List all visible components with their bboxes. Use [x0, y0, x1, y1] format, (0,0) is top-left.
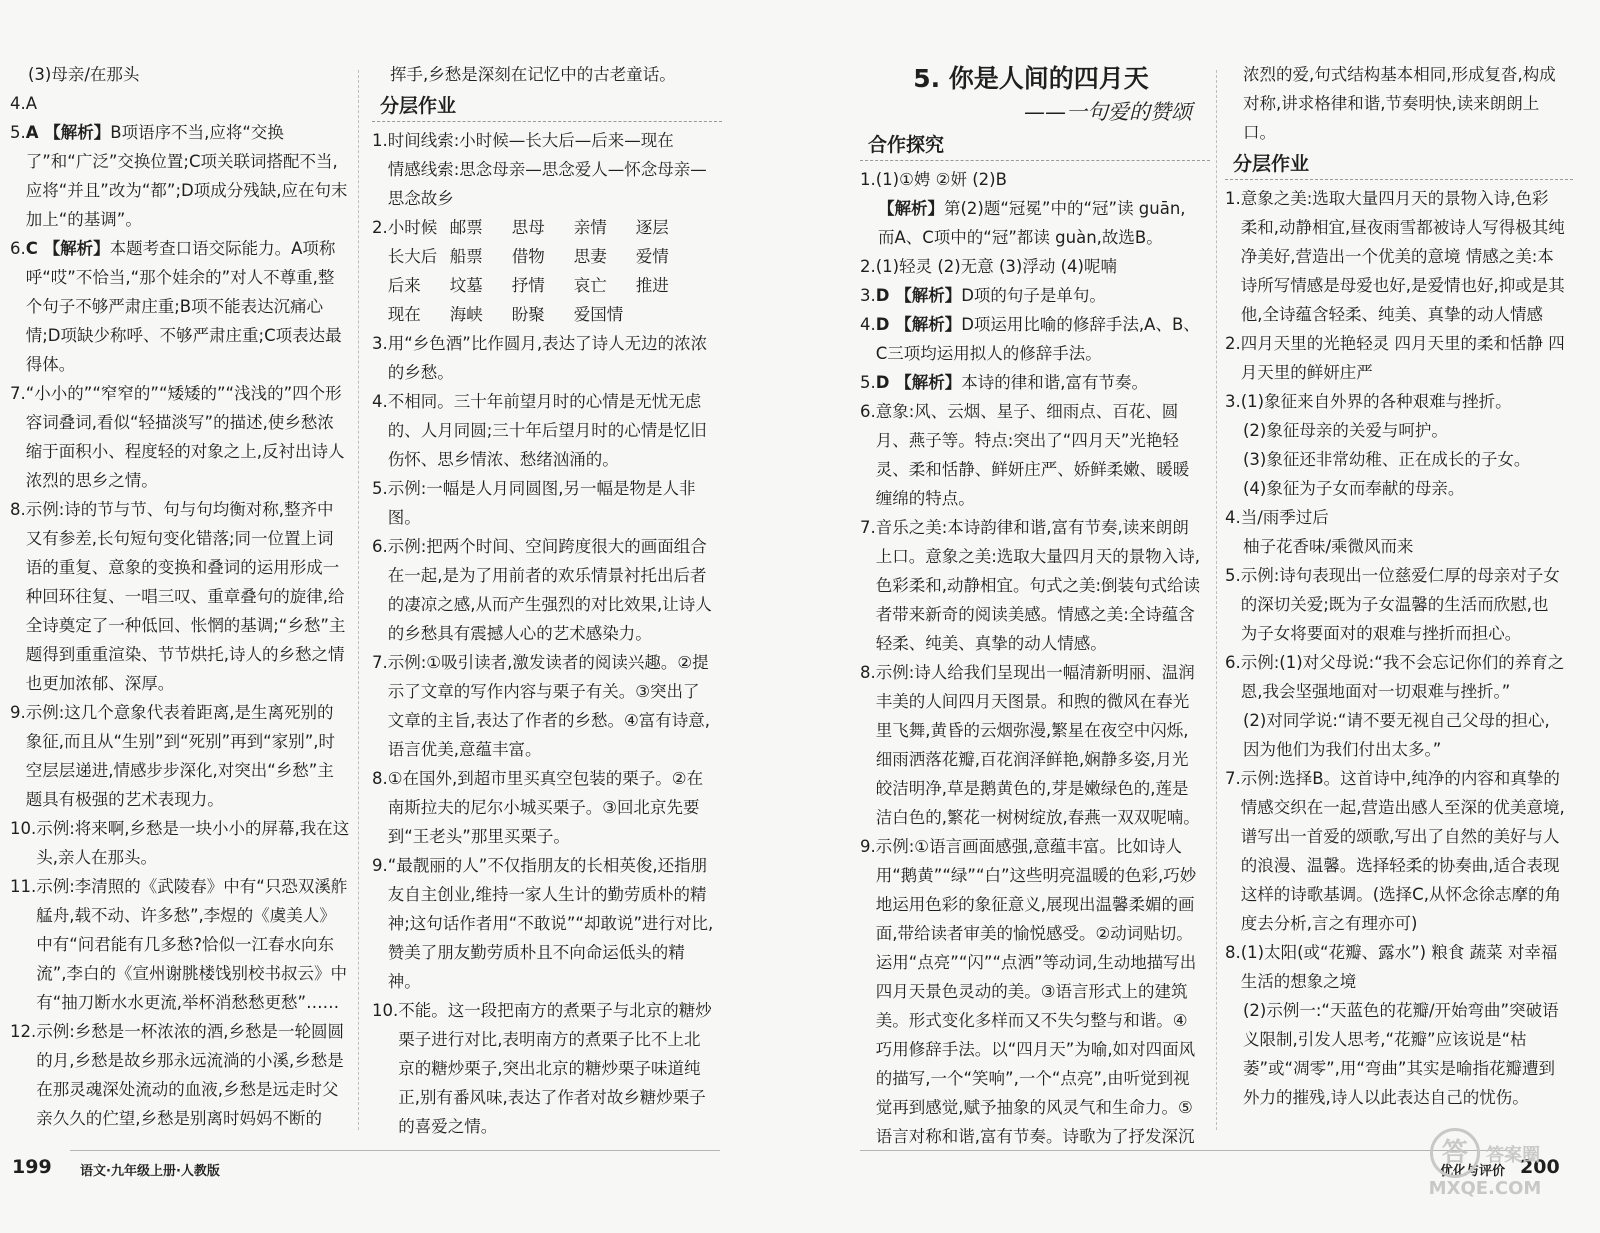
answer-tag: D 【解析】 — [875, 373, 962, 392]
item-text: 第(2)题“冠冕”中的“冠”读 guān,而A、C项中的“冠”都读 guàn,故选B。 — [878, 199, 1186, 247]
watermark-text: 答案圈 — [1486, 1145, 1541, 1166]
item-text: (3)母亲/在那头 — [28, 65, 140, 84]
answer-item — [372, 474, 714, 532]
item-text: (4)象征为子女而奉献的母亲。 — [1243, 479, 1465, 498]
answer-item — [372, 126, 714, 213]
answer-item — [860, 310, 1202, 368]
answer-item — [1225, 764, 1565, 938]
item-number: 5. — [372, 479, 388, 498]
item-text-wrap — [36, 872, 350, 1017]
item-number: 3. — [372, 334, 388, 353]
grid-row — [388, 213, 714, 242]
answer-item — [1225, 503, 1565, 532]
answer-item — [1225, 445, 1565, 474]
item-number: 6. — [860, 402, 876, 421]
item-text: 当/雨季过后 — [1240, 508, 1329, 527]
answer-item — [1225, 416, 1565, 445]
answer-item — [860, 281, 1202, 310]
item-text-wrap — [876, 281, 1202, 310]
item-text-wrap — [1241, 503, 1565, 532]
lesson-subtitle: ——一句爱的赞颂 — [1024, 100, 1192, 124]
section-heading-cooperative-inquiry: 合作探究 — [860, 130, 1210, 161]
item-text-wrap — [388, 329, 714, 387]
answer-tag: A 【解析】 — [25, 123, 111, 142]
item-text-wrap — [26, 698, 350, 814]
item-text-wrap — [876, 252, 1202, 281]
answer-item — [1225, 474, 1565, 503]
item-text-wrap — [1241, 329, 1565, 387]
grid-cell: 思妻 — [573, 247, 607, 266]
continued-text: 浓烈的爱,句式结构基本相同,形成复沓,构成对称,讲求格律和谐,节奏明快,读来朗朗上口。 — [1243, 65, 1556, 142]
item-text-wrap — [1241, 184, 1565, 329]
answer-item — [1225, 996, 1565, 1112]
grid-cell: 长大后 — [387, 247, 438, 266]
answer-item — [372, 387, 714, 474]
item-text: (1)太阳(或“花瓣、露水”) 粮食 蔬菜 对幸福生活的想象之境 — [1240, 943, 1558, 991]
grid-row — [388, 271, 714, 300]
item-number — [860, 194, 878, 252]
answer-item — [1225, 532, 1565, 561]
footer-book-title: 语文·九年级上册·人教版 — [80, 1164, 220, 1179]
page-number-right: 200 — [1520, 1156, 1560, 1178]
item-number: 1. — [860, 170, 876, 189]
item-number: 11. — [10, 877, 37, 896]
grid-cell: 推进 — [635, 276, 669, 295]
item-text: 示例:将来啊,乡愁是一块小小的屏幕,我在这头,亲人在那头。 — [36, 819, 350, 867]
item-text: 不相同。三十年前望月时的心情是无忧无虑的、人月同圆;三十年后望月时的心情是忆旧伤怀、思乡情浓、愁绪汹涌的。 — [387, 392, 707, 469]
item-text: 意象:风、云烟、星子、细雨点、百花、圆月、燕子等。特点:突出了“四月天”光艳轻灵、柔和恬静、鲜妍庄严、娇鲜柔嫩、暖暖缠绵的特点。 — [875, 402, 1190, 508]
item-text-wrap — [1243, 706, 1565, 764]
page-number-left: 199 — [12, 1156, 52, 1178]
item-text: 不能。这一段把南方的煮栗子与北京的糖炒栗子进行对比,表明南方的煮栗子比不上北京的糖炒栗子,突出北京的糖炒栗子味道纯正,别有番风味,表达了作者对故乡糖炒栗子的喜爱之情。 — [398, 1001, 712, 1136]
answer-item — [1225, 938, 1565, 996]
item-number: 6. — [1225, 653, 1241, 672]
right-column-2 — [1225, 60, 1565, 1112]
left-column-2-items — [372, 329, 714, 1141]
item-number: 9. — [860, 837, 876, 856]
column-divider — [358, 70, 359, 1130]
item-text-wrap — [876, 832, 1202, 1151]
item-number: 4. — [372, 392, 388, 411]
answer-item — [10, 1017, 350, 1133]
item-text-wrap — [1243, 445, 1565, 474]
item-text-wrap — [388, 474, 714, 532]
answer-item — [372, 996, 714, 1141]
item-number: 9. — [372, 856, 388, 875]
item-number: 3. — [1225, 392, 1241, 411]
answer-item — [1225, 706, 1565, 764]
item-text: D项运用比喻的修辞手法,A、B、C三项均运用拟人的修辞手法。 — [875, 315, 1200, 363]
column-divider — [1216, 70, 1217, 1130]
answer-tag: D 【解析】 — [875, 315, 962, 334]
answer-grid — [388, 213, 714, 329]
item-text-wrap — [876, 513, 1202, 658]
left-column-1 — [10, 60, 350, 1133]
item-text: B项语序不当,应将“交换了”和“广泛”交换位置;C项关联词搭配不当,应将“并且”改为“都”;D项成分残缺,应在句末加上“的基调”。 — [25, 123, 348, 229]
item-text: 示例:①语言画面感强,意蕴丰富。比如诗人用“鹅黄”“绿”“白”这些明亮温暖的色彩,巧妙地运用色彩的象征意义,展现出温馨柔媚的画面,带给读者审美的愉悦感受。②动词贴切。运用“点亮”“闪”“点洒”等动词,生动地描写出四月天景色灵动的美。③语言形式上的建筑美。形式变化多样而又不失匀整与和谐。④巧用修辞手法。以“四月天”为喻,如对四面风的描写,一个“笑响”,一个“点亮”,由听觉到视觉再到感觉,赋予抽象的风灵气和生命力。⑤语言对称和谐,富有节奏。诗歌为了抒发深沉 — [875, 837, 1197, 1146]
right-column-2-items — [1225, 184, 1565, 1112]
item-number: 4. — [1225, 508, 1241, 527]
item-text: 示例:诗的节与节、句与句均衡对称,整齐中又有参差,长句短句变化错落;同一位置上词语的重复、意象的变换和叠词的运用形成一种回环往复、一唱三叹、重章叠句的旋律,给全诗奠定了一种低回、怅惘的基调;“乡愁”主题得到重重渲染、节节烘托,诗人的乡愁之情也更加浓郁、深厚。 — [25, 500, 346, 693]
item-text-wrap — [26, 89, 350, 118]
item-text-wrap — [1241, 387, 1565, 416]
grid-cell: 海峡 — [449, 305, 483, 324]
item-text-wrap — [1241, 561, 1565, 648]
grid-cell: 现在 — [387, 305, 421, 324]
item-text: ①在国外,到超市里买真空包装的栗子。②在南斯拉夫的尼尔小城买栗子。③回北京先要到“王老头”那里买栗子。 — [387, 769, 704, 846]
answer-item — [1225, 561, 1565, 648]
grid-cell: 船票 — [449, 247, 483, 266]
right-column-1 — [860, 62, 1202, 1151]
item-text: 用“乡色酒”比作圆月,表达了诗人无边的浓浓的乡愁。 — [387, 334, 708, 382]
item-text: 音乐之美:本诗韵律和谐,富有节奏,读来朗朗上口。意象之美:选取大量四月天的景物入诗,色彩柔和,动静相宜。句式之美:倒装句式给读者带来新奇的阅读美感。情感之美:全诗蕴含轻柔、纯美、真挚的动人情感。 — [875, 518, 1201, 653]
answer-item — [1225, 184, 1565, 329]
answer-item — [10, 234, 350, 379]
item-number: 12. — [10, 1022, 37, 1041]
item-number: 10. — [10, 819, 37, 838]
answer-item — [1225, 329, 1565, 387]
item-text-wrap — [398, 996, 714, 1141]
grid-cell: 哀亡 — [573, 276, 607, 295]
item-text-wrap — [1243, 474, 1565, 503]
item-text: (3)象征还非常幼稚、正在成长的子女。 — [1243, 450, 1531, 469]
item-number: 7. — [372, 653, 388, 672]
item-number: 6. — [372, 537, 388, 556]
item-number: 10. — [372, 1001, 399, 1020]
item-number — [1225, 445, 1243, 474]
item-text: 示例:李清照的《武陵春》中有“只恐双溪舴艋舟,载不动、许多愁”,李煜的《虞美人》中有“问君能有几多愁?恰似一江春水向东流”,李白的《宣州谢朓楼饯别校书叔云》中有“抽刀断水水更流,举杯消愁愁更愁”…… — [36, 877, 348, 1012]
grid-cell: 爱国情 — [573, 305, 624, 324]
item-number: 5. — [1225, 566, 1241, 585]
item-text: (1)轻灵 (2)无意 (3)浮动 (4)呢喃 — [875, 257, 1117, 276]
item-text: A — [25, 94, 38, 113]
item-text-wrap — [876, 310, 1202, 368]
grid-cell: 爱情 — [635, 247, 669, 266]
left-column-2 — [372, 60, 714, 1141]
item-number: 7. — [860, 518, 876, 537]
emotion-clue: 情感线索:思念母亲—思念爱人—怀念母亲—思念故乡 — [387, 160, 707, 208]
answer-item — [860, 252, 1202, 281]
item-text-wrap — [1241, 648, 1565, 706]
item-text-wrap — [876, 368, 1202, 397]
section-heading-layered-work: 分层作业 — [372, 91, 722, 122]
item-text: 柚子花香味/乘微风而来 — [1243, 537, 1414, 556]
answer-item — [10, 89, 350, 118]
item-text: 示例:把两个时间、空间跨度很大的画面组合在一起,是为了用前者的欢乐情景衬托出后者的凄凉之感,从而产生强烈的对比效果,让诗人的乡愁具有震撼人心的艺术感染力。 — [387, 537, 712, 643]
grid-cell: 邮票 — [449, 218, 483, 237]
answer-item — [10, 814, 350, 872]
item-number — [10, 60, 28, 89]
item-text-wrap — [1241, 938, 1565, 996]
item-text: (2)象征母亲的关爱与呵护。 — [1243, 421, 1448, 440]
item-text-wrap — [1243, 532, 1565, 561]
item-number: 2. — [1225, 334, 1241, 353]
item-text-wrap — [878, 194, 1202, 252]
answer-item — [10, 698, 350, 814]
item-text-wrap — [876, 658, 1202, 832]
answer-item — [10, 495, 350, 698]
footer-rule — [70, 1150, 720, 1151]
item-number: 6. — [10, 239, 26, 258]
item-text-wrap — [876, 397, 1202, 513]
answer-item — [1225, 648, 1565, 706]
grid-cell: 亲情 — [573, 218, 607, 237]
item-text: 本题考查口语交际能力。A项称呼“哎”不恰当,“那个娃余的”对人不尊重,整个句子不够严肃庄重;B项不能表达沉痛心情;D项缺少称呼、不够严肃庄重;C项表达最得体。 — [25, 239, 342, 374]
item-text: 示例:这几个意象代表着距离,是生离死别的象征,而且从“生别”到“死别”再到“家别”,时空层层递进,情感步步深化,对突出“乡愁”主题具有极强的艺术表现力。 — [25, 703, 336, 809]
answer-item — [10, 379, 350, 495]
item-text — [388, 126, 714, 213]
item-text-wrap — [26, 495, 350, 698]
item-number: 8. — [1225, 943, 1241, 962]
grid-cell: 小时候 — [387, 218, 438, 237]
answer-item — [372, 851, 714, 996]
footer-book-series: 优化与评价 — [1440, 1164, 1506, 1179]
item-text-wrap — [388, 764, 714, 851]
answer-item — [10, 872, 350, 1017]
answer-item — [10, 118, 350, 234]
item-text: 本诗的律和谐,富有节奏。 — [961, 373, 1148, 392]
item-number: 9. — [10, 703, 26, 722]
item-number: 2. — [372, 218, 388, 237]
item-number — [1225, 474, 1243, 503]
item-text: (2)示例一:“天蓝色的花瓣/开始弯曲”突破语义限制,引发人思考,“花瓣”应该说是“枯萎”或“凋零”,用“弯曲”其实是喻指花瓣遭到外力的摧残,诗人以此表达自己的忧伤。 — [1243, 1001, 1559, 1107]
item-text: 四月天里的光艳轻灵 四月天里的柔和恬静 四月天里的鲜妍庄严 — [1240, 334, 1565, 382]
item-text-wrap — [388, 387, 714, 474]
item-text-wrap — [36, 814, 350, 872]
item-number: 5. — [10, 123, 26, 142]
item-text: 示例:(1)对父母说:“我不会忘记你们的养育之恩,我会坚强地面对一切艰难与挫折。” — [1240, 653, 1565, 701]
lesson-title: 5. 你是人间的四月天 — [913, 64, 1149, 93]
grid-row — [388, 300, 714, 329]
item-number: 7. — [1225, 769, 1241, 788]
item-text: (1)象征来自外界的各种艰难与挫折。 — [1240, 392, 1512, 411]
grid-cell: 借物 — [511, 247, 545, 266]
grid-cell: 抒情 — [511, 276, 545, 295]
item-number: 7. — [10, 384, 26, 403]
answer-tag: D 【解析】 — [875, 286, 962, 305]
item-text: 示例:诗句表现出一位慈爱仁厚的母亲对子女的深切关爱;既为子女温馨的生活而欣慰,也为子女将要面对的艰难与挫折而担心。 — [1240, 566, 1560, 643]
answer-item — [372, 764, 714, 851]
item-text-wrap — [388, 532, 714, 648]
item-text-wrap — [1243, 416, 1565, 445]
item-number — [1225, 706, 1243, 764]
item-text-wrap — [26, 234, 350, 379]
time-clue: 时间线索:小时候—长大后—后来—现在 — [387, 131, 674, 150]
item-number — [1225, 416, 1243, 445]
item-number: 8. — [10, 500, 26, 519]
item-text: D项的句子是单句。 — [961, 286, 1106, 305]
item-number — [1225, 996, 1243, 1112]
right-page — [800, 0, 1600, 1233]
grid-cell: 坟墓 — [449, 276, 483, 295]
grid-cell: 思母 — [511, 218, 545, 237]
item-text: 示例:一幅是人月同圆图,另一幅是物是人非图。 — [387, 479, 696, 527]
answer-item — [372, 532, 714, 648]
item-number: 8. — [860, 663, 876, 682]
item-text-wrap — [388, 851, 714, 996]
item-number: 4. — [860, 315, 876, 334]
answer-item — [1225, 387, 1565, 416]
item-number: 5. — [860, 373, 876, 392]
answer-item — [860, 658, 1202, 832]
right-column-1-items — [860, 165, 1202, 1151]
item-text-wrap — [388, 648, 714, 764]
item-text-wrap — [1241, 764, 1565, 938]
answer-item — [860, 397, 1202, 513]
item-number: 2. — [860, 257, 876, 276]
grid-cell: 逐层 — [635, 218, 669, 237]
watermark — [1385, 1128, 1585, 1228]
answer-item — [860, 368, 1202, 397]
item-number: 1. — [372, 131, 388, 150]
item-text: “小小的”“窄窄的”“矮矮的”“浅浅的”四个形容词叠词,看似“轻描淡写”的描述,使乡愁浓缩于面积小、程度轻的对象之上,反衬出诗人浓烈的思乡之情。 — [25, 384, 345, 490]
answer-item — [860, 194, 1202, 252]
item-text-wrap — [26, 379, 350, 495]
item-number: 3. — [860, 286, 876, 305]
item-text-wrap — [876, 165, 1202, 194]
answer-item — [860, 513, 1202, 658]
item-text: (2)对同学说:“请不要无视自己父母的担心,因为他们为我们付出太多。” — [1243, 711, 1550, 759]
answer-item-grid — [372, 213, 714, 329]
grid-cell: 盼聚 — [511, 305, 545, 324]
item-text-wrap — [26, 118, 350, 234]
answer-tag: 【解析】 — [878, 199, 944, 218]
item-text: (1)①娉 ②妍 (2)B — [875, 170, 1007, 189]
item-text: 示例:①吸引读者,激发读者的阅读兴趣。②提示了文章的写作内容与栗子有关。③突出了文章的主旨,表达了作者的乡愁。④富有诗意,语言优美,意蕴丰富。 — [387, 653, 711, 759]
item-text: 意象之美:选取大量四月天的景物入诗,色彩柔和,动静相宜,昼夜雨雪都被诗人写得极其纯净美好,营造出一个优美的意境 情感之美:本诗所写情感是母爱也好,是爱情也好,抑或是其他,全诗蕴含轻柔、纯美、真挚的动人情感 — [1240, 189, 1565, 324]
answer-item — [860, 832, 1202, 1151]
item-text: 示例:乡愁是一杯浓浓的酒,乡愁是一轮圆圆的月,乡愁是故乡那永远流淌的小溪,乡愁是在那灵魂深处流动的血液,乡愁是远走时父亲久久的伫望,乡愁是别离时妈妈不断的 — [36, 1022, 345, 1128]
item-text: 示例:选择B。这首诗中,纯净的内容和真挚的情感交织在一起,营造出感人至深的优美意境,谱写出一首爱的颂歌,写出了自然的美好与人的浪漫、温馨。选择轻柔的协奏曲,适合表现这样的诗歌基调。(选择C,从怀念徐志摩的角度去分析,言之有理亦可) — [1240, 769, 1565, 933]
answer-tag: C 【解析】 — [25, 239, 110, 258]
item-number: 4. — [10, 94, 26, 113]
item-number: 8. — [372, 769, 388, 788]
item-text: 示例:诗人给我们呈现出一幅清新明丽、温润丰美的人间四月天图景。和煦的微风在春光里飞舞,黄昏的云烟弥漫,繁星在夜空中闪烁,细雨洒落花瓣,百花润泽鲜艳,娴静多姿,月光皎洁明净,草是鹅黄色的,芽是嫩绿色的,莲是洁白色的,繁花一树树绽放,春燕一双双呢喃。 — [875, 663, 1200, 827]
continued-text: 挥手,乡愁是深刻在记忆中的古老童话。 — [390, 65, 676, 84]
grid-cell: 后来 — [387, 276, 421, 295]
watermark-url: MXQE.COM — [1428, 1178, 1542, 1199]
item-number: 1. — [1225, 189, 1241, 208]
answer-item — [372, 648, 714, 764]
answer-item — [372, 329, 714, 387]
item-text-wrap — [1243, 996, 1565, 1112]
item-number — [1225, 532, 1243, 561]
item-text-wrap — [28, 60, 350, 89]
item-text: “最靓丽的人”不仅指朋友的长相英俊,还指朋友自主创业,维持一家人生计的勤劳质朴的精神;这句话作者用“不敢说”“却敢说”进行对比,赞美了朋友勤劳质朴且不向命运低头的精神。 — [387, 856, 714, 991]
answer-item — [10, 60, 350, 89]
watermark-logo: 答 — [1430, 1128, 1480, 1178]
answer-item — [860, 165, 1202, 194]
item-text-wrap — [36, 1017, 350, 1133]
grid-row — [388, 242, 714, 271]
section-heading-layered-work: 分层作业 — [1225, 149, 1573, 180]
